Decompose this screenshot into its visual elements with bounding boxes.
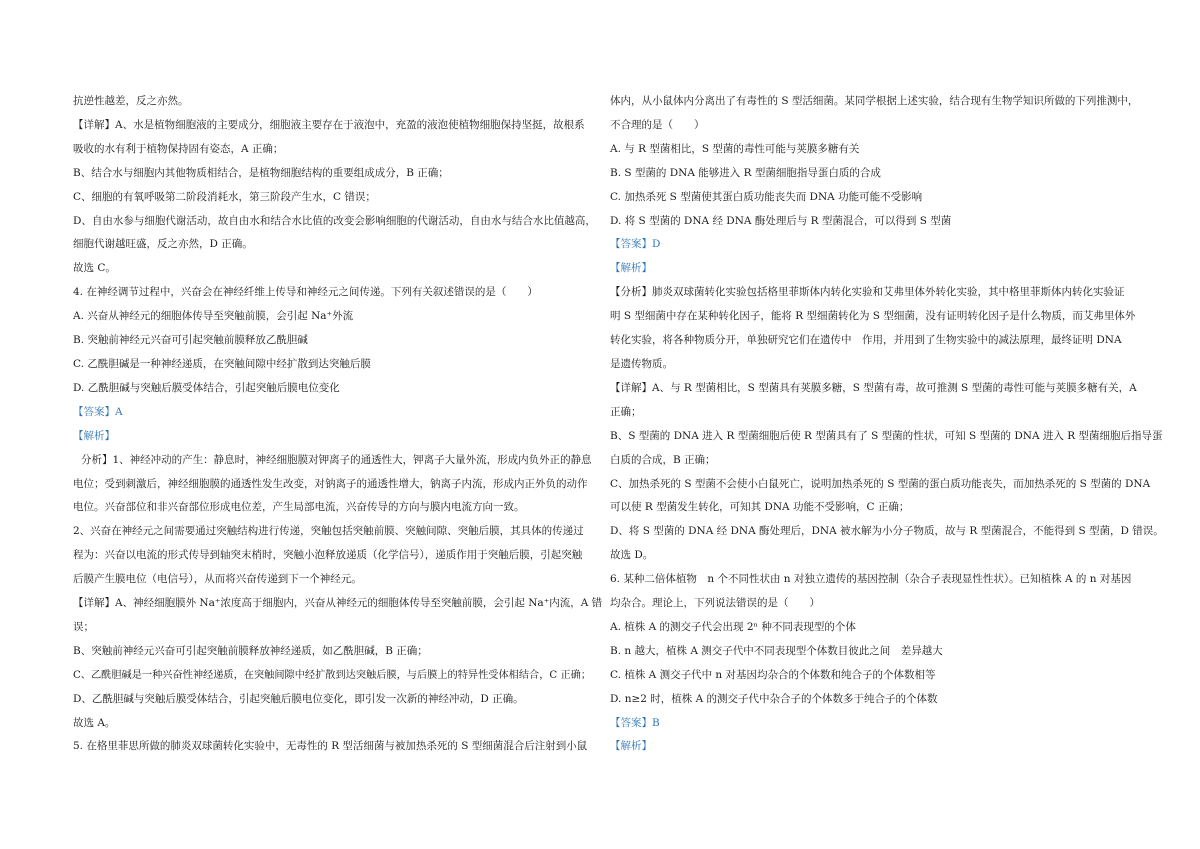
text-line: C、乙酰胆碱是一种兴奋性神经递质，在突触间隙中经扩散到达突触后膜，与后膜上的特异性受体相结合，C 正确；	[73, 669, 592, 681]
text-line: 故选 D。	[610, 549, 654, 562]
text-line: 体内，从小鼠体内分离出了有毒性的 S 型活细菌。某同学根据上述实验，结合现有生物学知识所做的下列推测中，	[610, 95, 1139, 107]
analysis-label: 【解析】	[610, 740, 652, 753]
option-a: A. 与 R 型菌相比，S 型菌的毒性可能与荚膜多糖有关	[610, 142, 860, 155]
text-line: 故选 A。	[73, 716, 116, 729]
option-a: A. 植株 A 的测交子代会出现 2ⁿ 种不同表现型的个体	[610, 620, 856, 633]
text-line: 细胞代谢越旺盛，反之亦然，D 正确。	[73, 238, 253, 251]
text-line: 后膜产生膜电位（电信号），从而将兴奋传递到下一个神经元。	[73, 573, 362, 586]
question-5: 5. 在格里菲思所做的肺炎双球菌转化实验中，无毒性的 R 型活细菌与被加热杀死的 S 型细菌混合后注射到小鼠	[73, 740, 588, 753]
text-line: 电位。兴奋部位和非兴奋部位形成电位差，产生局部电流，兴奋传导的方向与膜内电流方向一致。	[73, 501, 525, 514]
text-line: 【详解】A、水是植物细胞液的主要成分，细胞液主要存在于液泡中，充盈的液泡使植物细胞保持坚挺，故根系	[73, 118, 585, 131]
text-line: 【分析】肺炎双球菌转化实验包括格里菲斯体内转化实验和艾弗里体外转化实验，其中格里菲斯体内转化实验证	[610, 286, 1125, 299]
text-line: D、乙酰胆碱与突触后膜受体结合，引起突触后膜电位变化，即引发一次新的神经冲动，D 正确。	[73, 692, 524, 705]
option-b: B. S 型菌的 DNA 能够进入 R 型菌细胞指导蛋白质的合成	[610, 166, 881, 179]
text-line: 不合理的是（ ）	[610, 118, 705, 131]
option-c: C. 植株 A 测交子代中 n 对基因均杂合的个体数和纯合子的个体数相等	[610, 668, 936, 681]
answer-label: 【答案】A	[73, 405, 123, 418]
question-4: 4. 在神经调节过程中，兴奋会在神经纤维上传导和神经元之间传递。下列有关叙述错误的是（ ）	[73, 286, 538, 299]
option-d: D. 乙酰胆碱与突触后膜受体结合，引起突触后膜电位变化	[73, 381, 340, 394]
text-line: 误；	[73, 620, 94, 633]
text-line: 【详解】A、神经细胞膜外 Na⁺浓度高于细胞内，兴奋从神经元的细胞体传导至突触前膜，会引起 Na⁺内流，A 错	[73, 597, 603, 610]
text-line: 均杂合。理论上，下列说法错误的是（ ）	[610, 597, 820, 610]
text-line: 程为：兴奋以电流的形式传导到轴突末梢时，突触小泡释放递质（化学信号），递质作用于突触后膜，引起突触	[73, 549, 583, 562]
analysis-label: 【解析】	[610, 262, 652, 275]
option-d: D. 将 S 型菌的 DNA 经 DNA 酶处理后与 R 型菌混合，可以得到 S 型菌	[610, 214, 952, 227]
right-column	[610, 90, 1164, 759]
text-line: B、结合水与细胞内其他物质相结合，是植物细胞结构的重要组成成分，B 正确；	[73, 166, 449, 179]
analysis-label: 【解析】	[73, 429, 115, 442]
text-line: 吸收的水有利于植物保持固有姿态，A 正确；	[73, 142, 284, 155]
text-line: 明 S 型细菌中存在某种转化因子，能将 R 型细菌转化为 S 型细菌，没有证明转化因子是什么物质，而艾弗里体外	[610, 310, 1136, 323]
text-line: 电位；受到刺激后，神经细胞膜的通透性发生改变，对钠离子的通透性增大，钠离子内流，形成内正外负的动作	[73, 477, 588, 490]
text-line: 是遗传物质。	[610, 357, 673, 370]
text-line: 正确；	[610, 405, 642, 418]
text-line: 转化实验，将各种物质分开，单独研究它们在遗传中 作用，并用到了生物实验中的减法原理，最终证明 DNA	[610, 334, 1122, 347]
answer-label: 【答案】B	[610, 716, 660, 729]
option-d: D. n≥2 时，植株 A 的测交子代中杂合子的个体数多于纯合子的个体数	[610, 692, 938, 705]
text-line: 白质的合成，B 正确；	[610, 453, 716, 466]
option-b: B. n 越大，植株 A 测交子代中不同表现型个体数目彼此之间 差异越大	[610, 644, 943, 657]
text-line: B、S 型菌的 DNA 进入 R 型菌细胞后使 R 型菌具有了 S 型菌的性状，可知 S 型菌的 DNA 进入 R 型菌细胞后指导蛋	[610, 429, 1163, 442]
text-line: 分析】1、神经冲动的产生：静息时，神经细胞膜对钾离子的通透性大，钾离子大量外流，形成内负外正的静息	[81, 453, 592, 466]
option-b: B. 突触前神经元兴奋可引起突触前膜释放乙酰胆碱	[73, 334, 308, 347]
option-a: A. 兴奋从神经元的细胞体传导至突触前膜，会引起 Na⁺外流	[73, 310, 354, 323]
text-line: B、突触前神经元兴奋可引起突触前膜释放神经递质，如乙酰胆碱，B 正确；	[73, 644, 428, 657]
text-line: 故选 C。	[73, 262, 116, 275]
text-line: C、细胞的有氧呼吸第二阶段消耗水，第三阶段产生水，C 错误；	[73, 190, 376, 203]
text-line: 2、兴奋在神经元之间需要通过突触结构进行传递，突触包括突触前膜、突触间隙、突触后膜，其具体的传递过	[73, 525, 584, 538]
text-line: 抗逆性越差，反之亦然。	[73, 95, 189, 107]
question-6: 6. 某种二倍体植物 n 个不同性状由 n 对独立遗传的基因控制（杂合子表现显性性状）。已知植株 A 的 n 对基因	[610, 573, 1132, 586]
left-column	[73, 90, 603, 759]
answer-label: 【答案】D	[610, 238, 661, 251]
option-c: C. 乙酰胆碱是一种神经递质，在突触间隙中经扩散到达突触后膜	[73, 357, 371, 370]
option-c: C. 加热杀死 S 型菌使其蛋白质功能丧失而 DNA 功能可能不受影响	[610, 190, 923, 203]
text-line: 可以使 R 型菌发生转化，可知其 DNA 功能不受影响，C 正确；	[610, 501, 910, 514]
text-line: D、将 S 型菌的 DNA 经 DNA 酶处理后，DNA 被水解为小分子物质，故与 R 型菌混合，不能得到 S 型菌，D 错误。	[610, 525, 1164, 538]
text-line: C、加热杀死的 S 型菌不会使小白鼠死亡，说明加热杀死的 S 型菌的蛋白质功能丧失，而加热杀死的 S 型菌的 DNA	[610, 477, 1151, 490]
text-line: D、自由水参与细胞代谢活动，故自由水和结合水比值的改变会影响细胞的代谢活动，自由水与结合水比值越高，	[73, 214, 596, 227]
text-line: 【详解】A、与 R 型菌相比，S 型菌具有荚膜多糖，S 型菌有毒，故可推测 S 型菌的毒性可能与荚膜多糖有关，A	[610, 381, 1137, 394]
